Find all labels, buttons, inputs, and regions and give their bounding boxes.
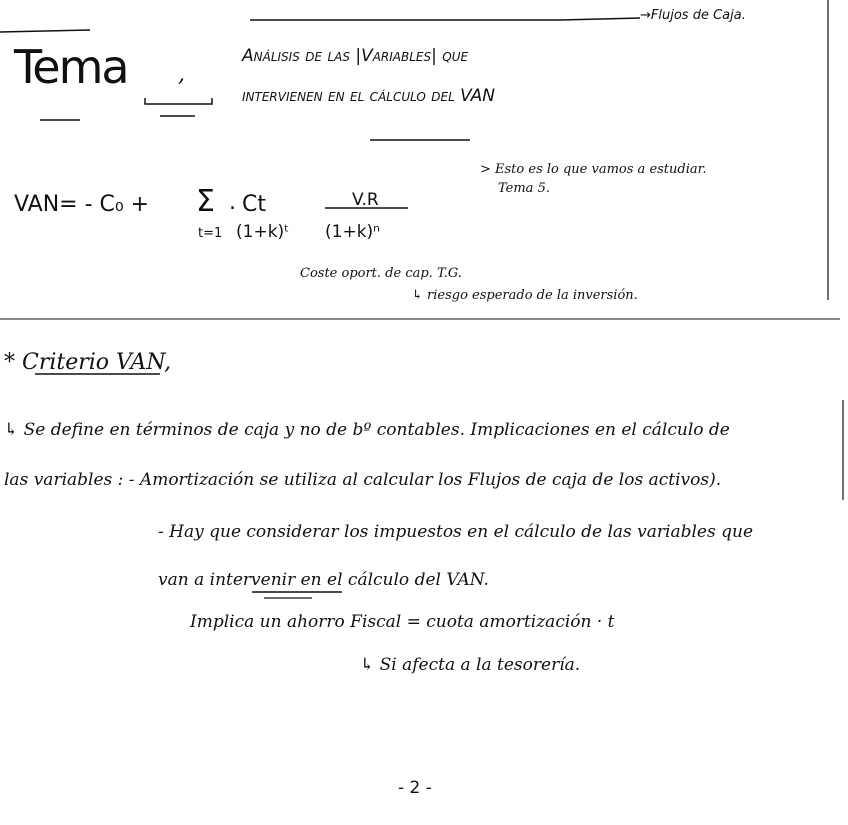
cash-flow-term: Ct	[242, 192, 266, 217]
paragraph-line-2: las variables : - Amortización se utiliza al calcular los Flujos de caja de los activos).	[4, 470, 722, 490]
sum-index: t=1	[198, 226, 223, 241]
formula-dot: .	[229, 190, 236, 215]
residual-denominator: (1+k)ⁿ	[325, 222, 380, 242]
formula-lhs: VAN= - C₀ +	[14, 192, 150, 217]
side-note-tema: Tema 5.	[498, 181, 550, 196]
heading-line-1: Análisis de las |Variables| que	[242, 46, 469, 66]
paragraph-line-4: van a intervenir en el cálculo del VAN.	[158, 570, 489, 590]
implication-line: Implica un ahorro Fiscal = cuota amortización · t	[190, 612, 615, 632]
discount-term: (1+k)ᵗ	[236, 222, 290, 242]
implication-sub: ↳ Si afecta a la tesorería.	[360, 655, 581, 675]
note-cost-of-capital: Coste oport. de cap. T.G.	[300, 266, 462, 281]
sum-symbol: Σ	[196, 184, 215, 219]
paragraph-line-1: ↳ Se define en términos de caja y no de bº contables. Implicaciones en el cálculo de	[4, 420, 730, 440]
corner-note: →Flujos de Caja.	[640, 8, 746, 23]
side-note-study: > Esto es lo que vamos a estudiar.	[480, 162, 707, 177]
title-number: ,	[178, 62, 185, 87]
heading-line-2: intervienen en el cálculo del VAN	[242, 86, 496, 106]
title-word: Tema	[14, 40, 128, 94]
paragraph-line-3: - Hay que considerar los impuestos en el cálculo de las variables que	[158, 522, 754, 542]
page-number: - 2 -	[398, 778, 432, 798]
criterion-title: * Criterio VAN,	[4, 350, 172, 375]
residual-value: V.R	[352, 190, 379, 210]
note-expected-risk: ↳ riesgo esperado de la inversión.	[412, 288, 638, 303]
